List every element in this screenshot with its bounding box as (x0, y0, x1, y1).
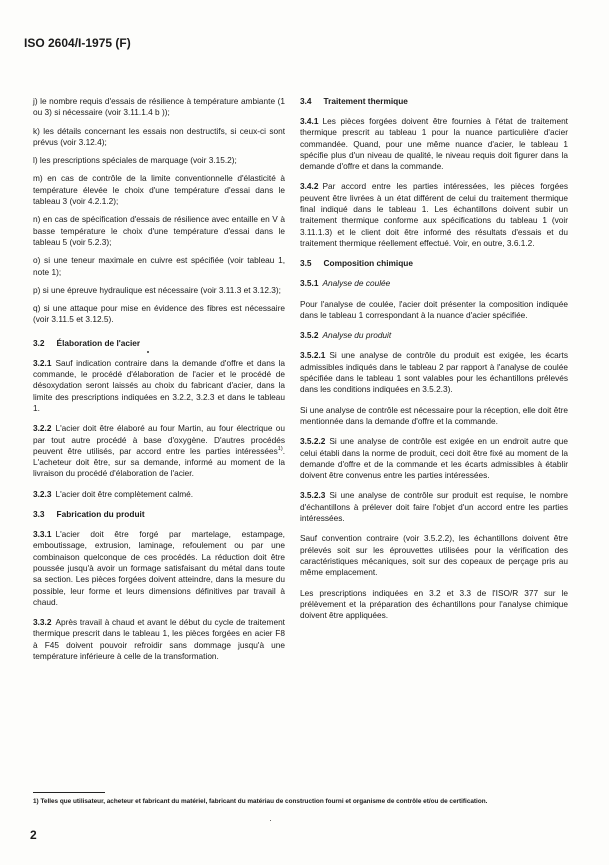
subheading-title: Analyse du produit (322, 330, 392, 341)
clause-number: 3.2.1 (33, 357, 52, 368)
section-heading-3-2 (33, 338, 285, 349)
list-item: q) si une attaque pour mise en évidence des fibres est nécessaire (voir 3.11.5 et 3.12.5). (33, 303, 285, 325)
section-number: 3.4 (300, 96, 312, 106)
paragraph-3-2-1 (33, 358, 285, 414)
left-column (33, 96, 285, 671)
paragraph-3-3-2 (33, 617, 285, 662)
clause-number: 3.3.2 (33, 617, 52, 628)
paragraph-text: Si une analyse de contrôle sur produit est requise, le nombre d'échantillons à prélever doit faire l'objet d'un accord entre les parties intéressées. (300, 490, 568, 524)
clause-number: 3.5.1 (300, 278, 319, 289)
footnote-divider (33, 792, 105, 793)
paragraph-3-5-2-1 (300, 350, 568, 395)
subheading-3-5-2 (300, 330, 568, 341)
clause-number: 3.3.1 (33, 529, 52, 540)
paragraph-3-5-2-2 (300, 436, 568, 481)
section-title: Traitement thermique (323, 96, 408, 106)
paragraph-3-4-1 (300, 116, 568, 172)
paragraph-text: L'acier doit être forgé par martelage, estampage, emboutissage, extrusion, laminage, refoulement ou par une combinaison quelconque de ces procédés. La réduction doit être poussée jusqu'à avoir un formage satisfaisant du métal dans toute sa section. Les pièces forgées doivent atteindre, dans la mesure du possible, leur forme et leurs dimensions définitives par travail à chaud. (33, 529, 285, 607)
paragraph-text: Les pièces forgées doivent être fournies à l'état de traitement thermique prescrit au tableau 1 pour la nuance particulière d'acier commandée. Quand, pour une même nuance d'acier, le tableau 1 spécifie plus d'un niveau de qualité, le niveau requis doit figurer dans la demande d'offre et dans la commande. (300, 116, 568, 172)
paragraph-3-3-1 (33, 529, 285, 608)
list-item: p) si une épreuve hydraulique est nécessaire (voir 3.11.3 et 3.12.3); (33, 284, 281, 295)
paragraph-text: Si une analyse de contrôle du produit est exigée, les écarts admissibles indiqués dans le tableau 2 par rapport à l'analyse de coulée spécifiée dans le tableau 1 sont valables pour les échantillons prélevés dans les conditions indiquées en 3.5.2.3). (300, 350, 568, 395)
section-title: Élaboration de l'acier (56, 337, 141, 348)
section-number: 3.2 (33, 337, 45, 348)
paragraph-text: Sauf indication contraire dans la demande d'offre et dans la commande, le procédé d'élaboration de l'acier et le procédé de désoxydation seront laissés au choix du fabricant d'acier, dans la limite des prescriptions indiquées en 3.2.2, 3.2.3 et dans le tableau 1. (33, 357, 285, 413)
scan-speck (147, 351, 149, 353)
section-heading-3-5 (300, 258, 568, 269)
paragraph-3-5-2-3 (300, 490, 568, 524)
section-heading-3-3 (33, 509, 285, 520)
list-item: n) en cas de spécification d'essais de résilience avec entaille en V à basse température le choix d'une température d'essai dans le tableau 5 (voir 5.2.3); (33, 214, 285, 247)
paragraph-3-5-1: Pour l'analyse de coulée, l'acier doit présenter la composition indiquée dans le tableau 1 correspondant à la nuance d'acier spécifiée. (300, 298, 568, 320)
clause-number: 3.4.1 (300, 116, 319, 126)
paragraph-3-5-2-1-b: Si une analyse de contrôle est nécessaire pour la réception, elle doit être mentionnée dans la demande d'offre et la commande. (300, 404, 568, 426)
clause-number: 3.5.2 (300, 330, 319, 341)
scan-speck (270, 820, 271, 821)
section-number: 3.3 (33, 509, 45, 520)
paragraph-3-5-2-3-b: Sauf convention contraire (voir 3.5.2.2), les échantillons doivent être prélevés soit sur les éprouvettes utilisées pour la vérification des caractéristiques mécaniques, soit sur des copeaux de perçage pris au même emplacement. (300, 533, 568, 578)
clause-number: 3.2.3 (33, 488, 52, 499)
list-item: m) en cas de contrôle de la limite conventionnelle d'élasticité à température élevée le choix d'une température d'essai dans le tableau 3 (voir 4.2.1.2); (33, 173, 285, 207)
paragraph-text: Par accord entre les parties intéressées, les pièces forgées peuvent être livrées à un état différent de celui du traitement thermique final indiqué dans le tableau 1. Les échantillons doivent subir un traitement thermique conforme aux spécifications du tableau 1 (voir 3.11.1.3) et le client doit être informé des résultats d'essais et du traitement thermique réellement effectué. Voir, en outre, 3.6.1.2. (300, 181, 568, 248)
footnote: 1) Telles que utilisateur, acheteur et fabricant du matériel, fabricant du matériau de construction fourni et organisme de contrôle et/ou de certification. (33, 798, 488, 805)
paragraph-text: L'acier doit être complètement calmé. (55, 488, 194, 499)
clause-number: 3.4.2 (300, 181, 319, 192)
clause-number: 3.2.2 (33, 423, 52, 434)
right-column (300, 96, 568, 630)
section-title: Fabrication du produit (56, 509, 145, 520)
paragraph-3-2-2 (33, 423, 285, 479)
paragraph-3-5-2-3-c: Les prescriptions indiquées en 3.2 et 3.3 de l'ISO/R 377 sur le prélèvement et la préparation des échantillons pour l'analyse chimique doivent être appliquées. (300, 587, 568, 621)
subheading-title: Analyse de coulée (322, 278, 391, 289)
clause-number: 3.5.2.1 (300, 350, 326, 361)
section-number: 3.5 (300, 258, 312, 269)
paragraph-text: L'acier doit être élaboré au four Martin, au four électrique ou par tout autre procédé à base d'oxygène. D'autres procédés peuvent être utilisés, par accord entre les parties intéressées (33, 423, 285, 456)
footnote-reference: 1) (277, 446, 283, 453)
clause-number: 3.5.2.2 (300, 436, 326, 447)
paragraph-3-4-2 (300, 181, 568, 249)
paragraph-text: Après travail à chaud et avant le début du cycle de traitement thermique prescrit dans le tableau 1, les pièces forgées en acier F8 à F45 doivent pouvoir refroidir sans dommage jusqu'à une température inférieure à celle de la transformation. (33, 617, 285, 661)
list-item: l) les prescriptions spéciales de marquage (voir 3.15.2); (33, 155, 237, 166)
paragraph-text: Si une analyse de contrôle est exigée en un endroit autre que celui établi dans la norme de produit, ceci doit être fixé au moment de la demande d'offre et de la commande et les écarts admissibles à établir doivent être convenus entre les parties intéressées. (300, 436, 568, 481)
paragraph-3-2-3 (33, 489, 285, 500)
section-title: Composition chimique (323, 258, 413, 269)
list-item: o) si une teneur maximale en cuivre est spécifiée (voir tableau 1, note 1); (33, 255, 285, 277)
section-heading-3-4 (300, 96, 568, 107)
document-header: ISO 2604/I-1975 (F) (24, 36, 131, 50)
list-item: k) les détails concernant les essais non destructifs, si ceux-ci sont prévus (voir 3.12.4); (33, 125, 285, 147)
subheading-3-5-1 (300, 278, 568, 289)
page-number: 2 (30, 828, 37, 842)
list-item: j) le nombre requis d'essais de résilience à température ambiante (1 ou 3) si nécessaire (voir 3.11.1.4 b )); (33, 96, 285, 118)
clause-number: 3.5.2.3 (300, 490, 326, 501)
paragraph-text: . L'acheteur doit être, sur sa demande, informé au moment de la livraison du procédé d'élaboration de l'acier. (33, 445, 285, 479)
